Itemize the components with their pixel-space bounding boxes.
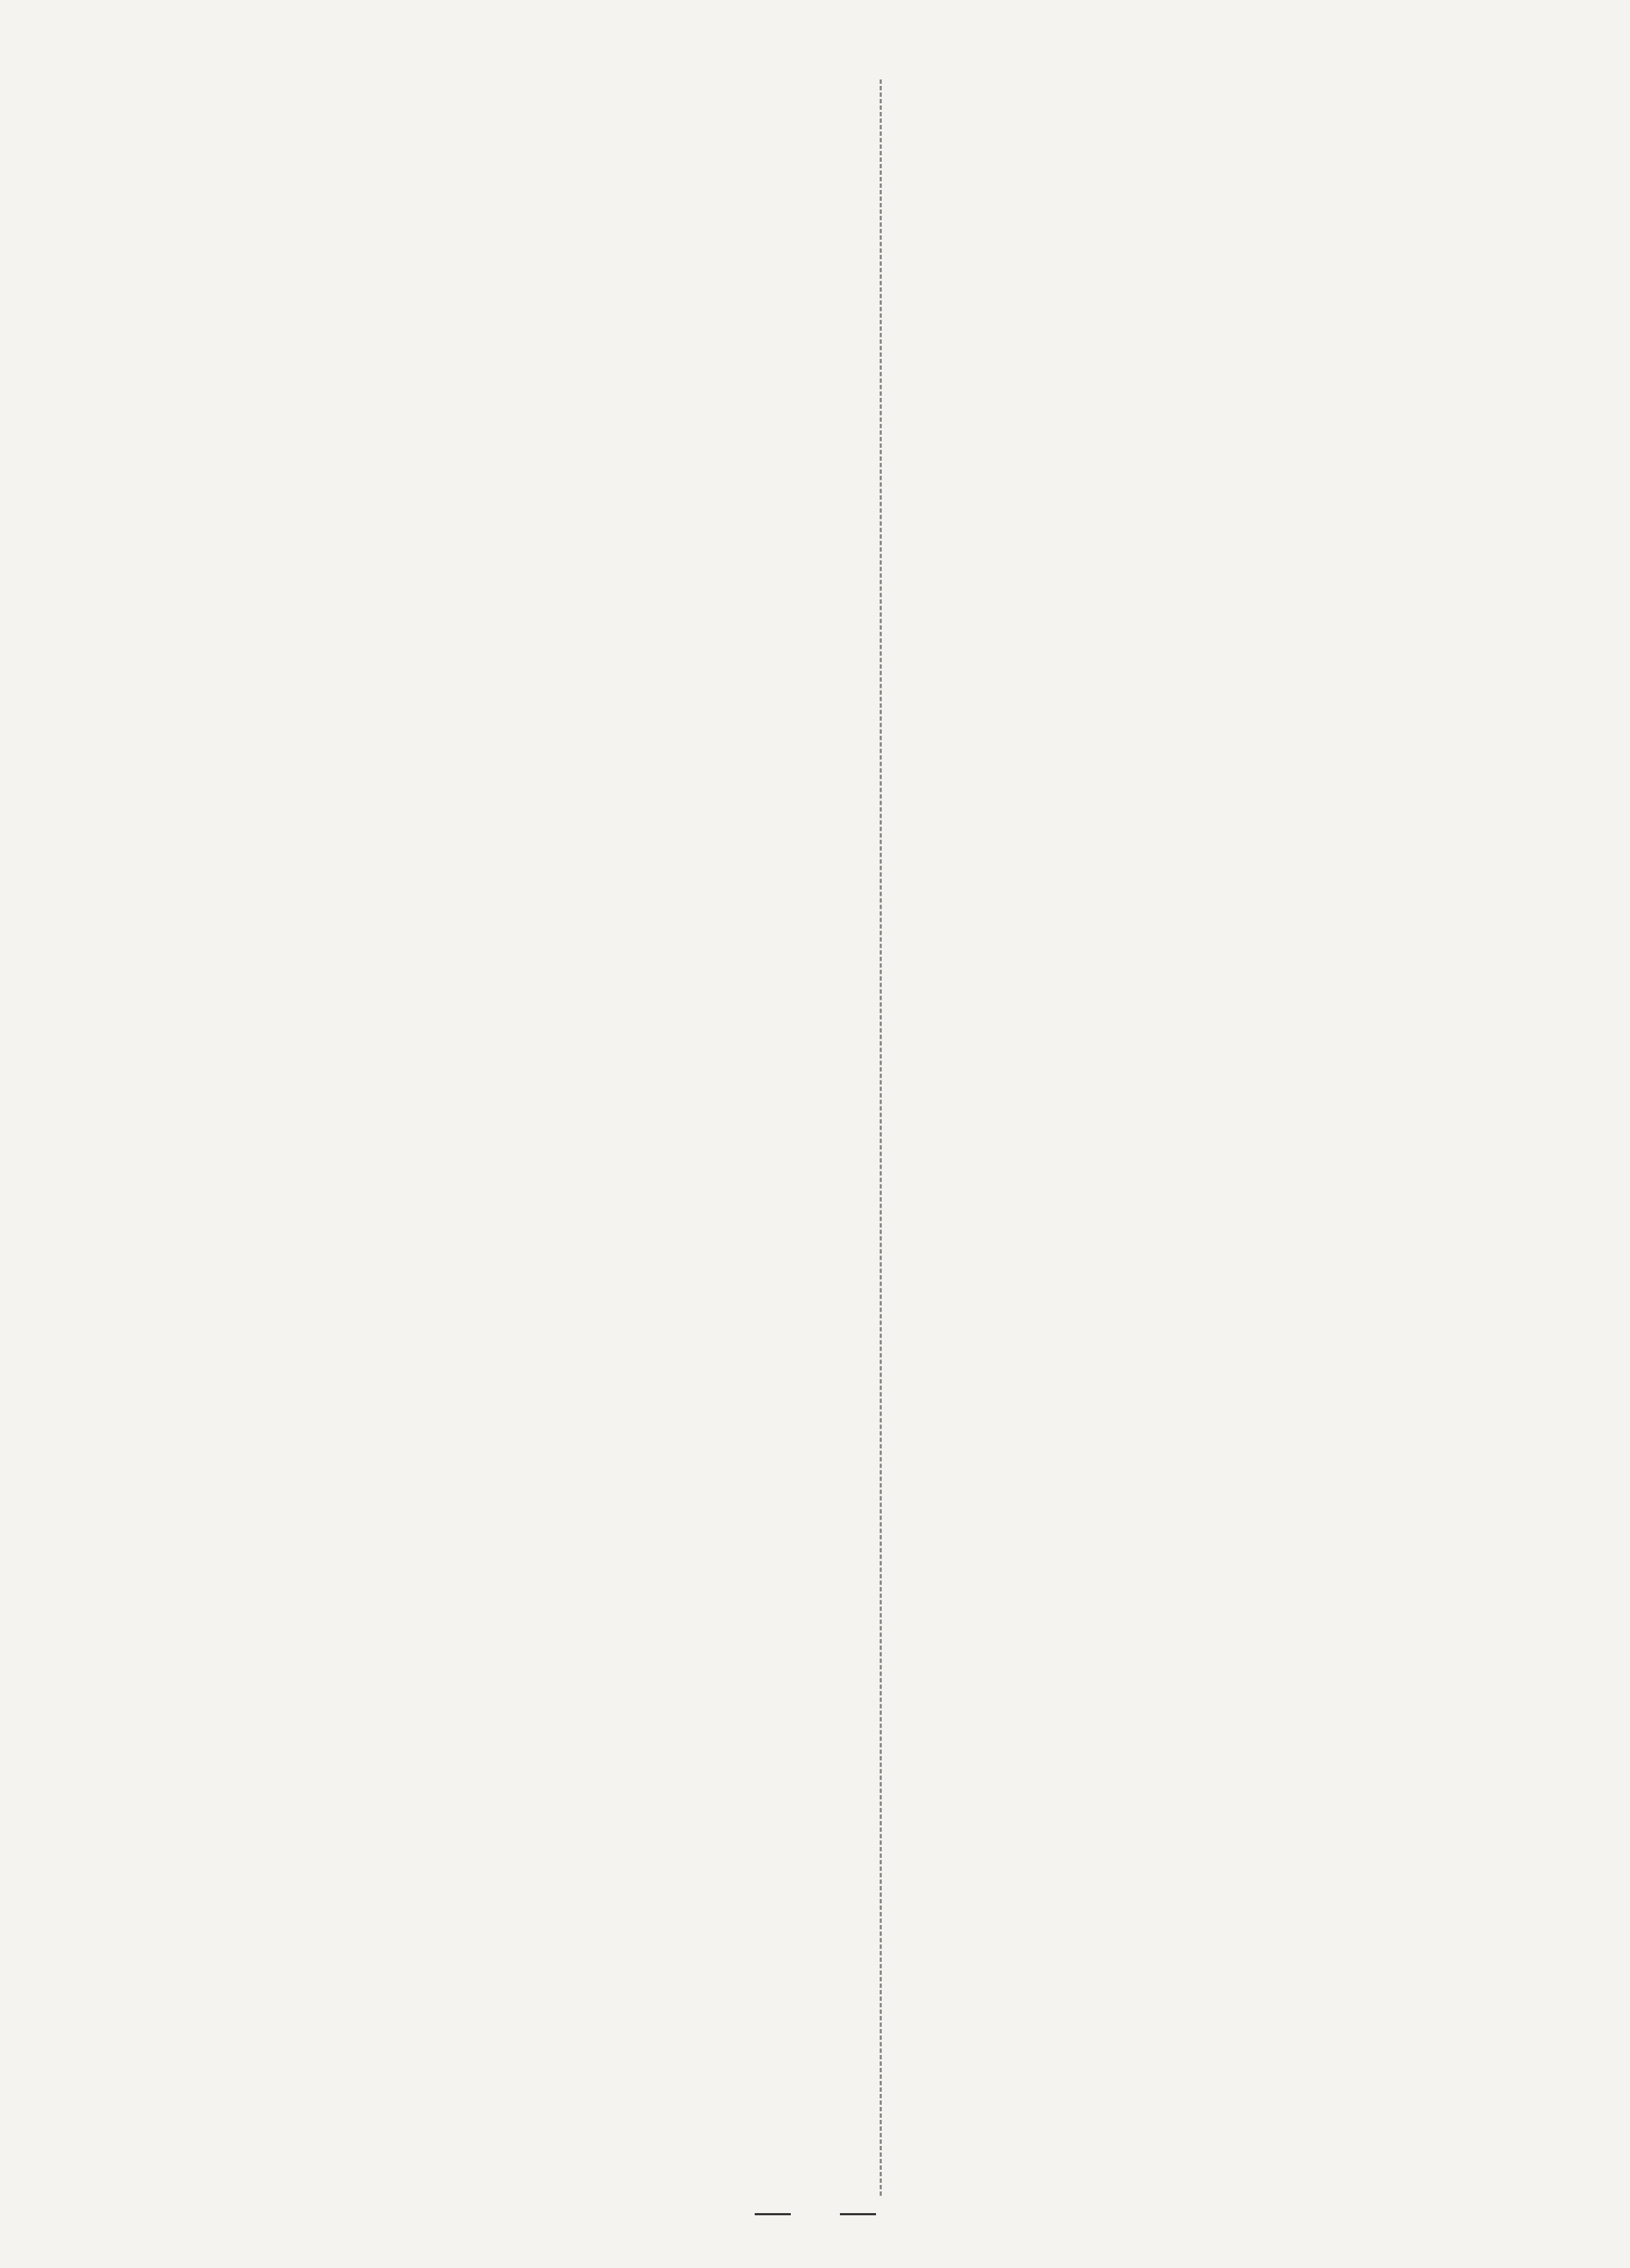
section-title-26 xyxy=(890,98,1627,146)
section-title-25 xyxy=(137,72,870,120)
footer-dash-left xyxy=(755,2213,791,2215)
page-number-footer xyxy=(0,2194,1630,2228)
column-divider xyxy=(880,79,882,2196)
footer-dash-right xyxy=(840,2213,876,2215)
right-column xyxy=(890,72,1627,153)
left-column xyxy=(137,72,870,127)
